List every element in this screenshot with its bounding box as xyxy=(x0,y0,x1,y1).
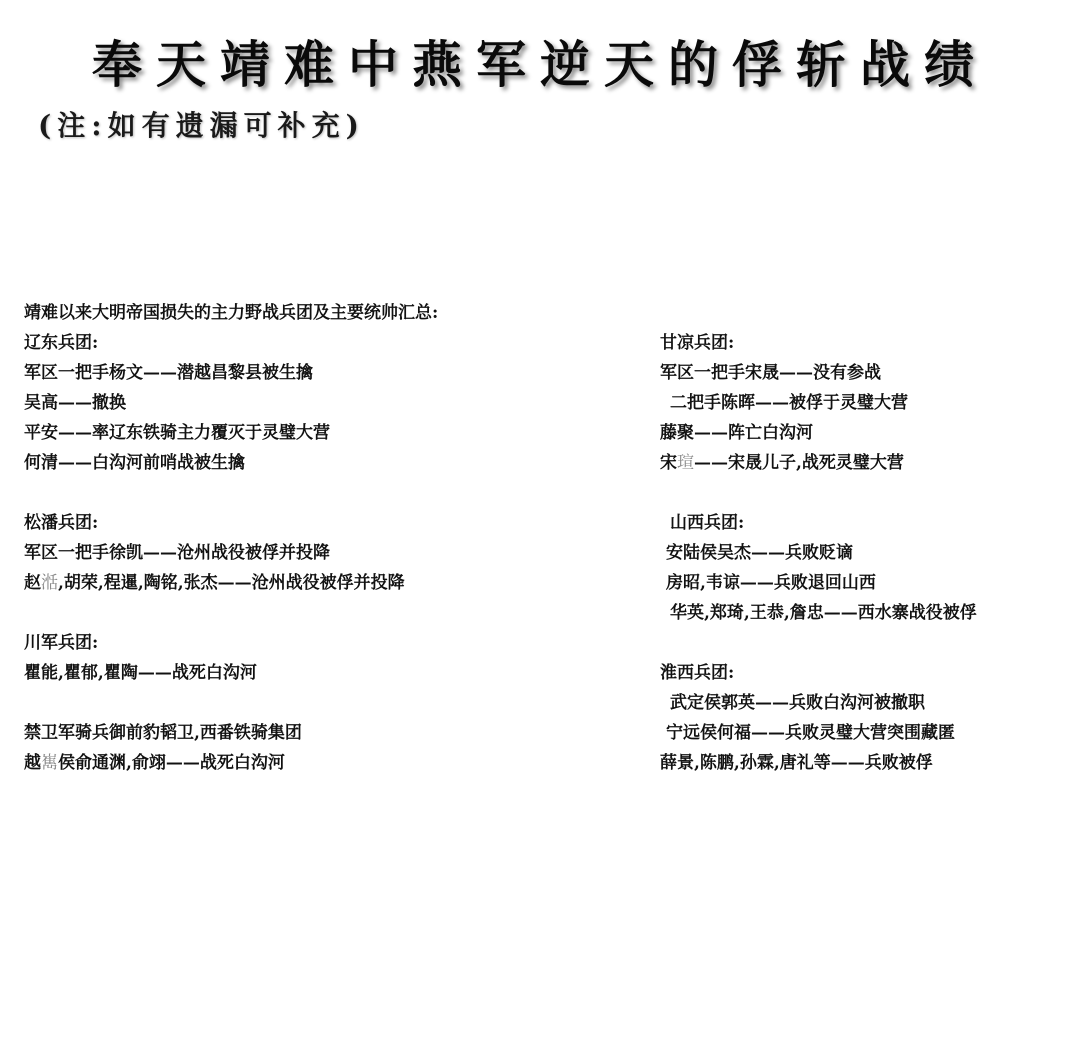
liaodong-line-1: 军区一把手杨文——潜越昌黎县被生擒 xyxy=(24,363,313,383)
songpan-line-2-part-b: ,胡荣,程暹,陶铭,张杰——沧州战役被俘并投降 xyxy=(58,573,405,593)
liaodong-line-3: 平安——率辽东铁骑主力覆灭于灵璧大营 xyxy=(24,423,330,443)
shanxi-heading: 山西兵团: xyxy=(670,513,745,533)
ganliang-heading: 甘凉兵团: xyxy=(660,333,735,353)
huaixi-line-2: 宁远侯何福——兵败灵璧大营突围藏匿 xyxy=(666,723,955,743)
spacer xyxy=(660,298,1075,328)
huaixi-line-1: 武定侯郭英——兵败白沟河被撤职 xyxy=(670,693,925,713)
spacer xyxy=(660,478,1075,508)
page-subtitle: (注:如有遗漏可补充) xyxy=(38,109,365,142)
huaixi-heading: 淮西兵团: xyxy=(660,663,735,683)
spacer xyxy=(660,628,1075,658)
jinwei-line-2-part-b: 侯俞通渊,俞翊——战死白沟河 xyxy=(58,753,285,773)
chuanjun-heading: 川军兵团: xyxy=(24,633,99,653)
ganliang-line-3: 藤聚——阵亡白沟河 xyxy=(660,423,813,443)
liaodong-line-2: 吴高——撤换 xyxy=(24,393,126,413)
songpan-line-1: 军区一把手徐凯——沧州战役被俘并投降 xyxy=(24,543,330,563)
page-title: 奉天靖难中燕军逆天的俘斩战绩 xyxy=(92,35,988,94)
ganliang-line-2: 二把手陈晖——被俘于灵璧大营 xyxy=(670,393,908,413)
summary-heading: 靖难以来大明帝国损失的主力野战兵团及主要统帅汇总: xyxy=(24,303,439,323)
left-column xyxy=(24,298,624,778)
songpan-line-2-faint-char: 湉 xyxy=(41,573,58,593)
jinwei-line-2-faint-char: 嶲 xyxy=(41,753,58,773)
ganliang-line-1: 军区一把手宋晟——没有参战 xyxy=(660,363,881,383)
shanxi-line-3: 华英,郑琦,王恭,詹忠——西水寨战役被俘 xyxy=(670,603,977,623)
huaixi-line-3: 薛景,陈鹏,孙霖,唐礼等——兵败被俘 xyxy=(660,753,933,773)
spacer xyxy=(24,688,624,718)
spacer xyxy=(24,478,624,508)
shanxi-line-1: 安陆侯吴杰——兵败贬谪 xyxy=(666,543,853,563)
ganliang-line-4-part-b: ——宋晟儿子,战死灵璧大营 xyxy=(694,453,904,473)
songpan-heading: 松潘兵团: xyxy=(24,513,99,533)
chuanjun-line-1: 瞿能,瞿郁,瞿陶——战死白沟河 xyxy=(24,663,257,683)
jinwei-line-2 xyxy=(24,748,624,778)
jinwei-line-1: 禁卫军骑兵御前豹韬卫,西番铁骑集团 xyxy=(24,723,302,743)
ganliang-line-4-part-a: 宋 xyxy=(660,453,677,473)
shanxi-line-2: 房昭,韦谅——兵败退回山西 xyxy=(666,573,876,593)
ganliang-line-4 xyxy=(660,448,1075,478)
songpan-line-2-part-a: 赵 xyxy=(24,573,41,593)
liaodong-heading: 辽东兵团: xyxy=(24,333,99,353)
right-column xyxy=(660,298,1075,778)
liaodong-line-4: 何清——白沟河前哨战被生擒 xyxy=(24,453,245,473)
jinwei-line-2-part-a: 越 xyxy=(24,753,41,773)
songpan-line-2 xyxy=(24,568,624,598)
ganliang-line-4-faint-char: 瑄 xyxy=(677,453,694,473)
spacer xyxy=(24,598,624,628)
